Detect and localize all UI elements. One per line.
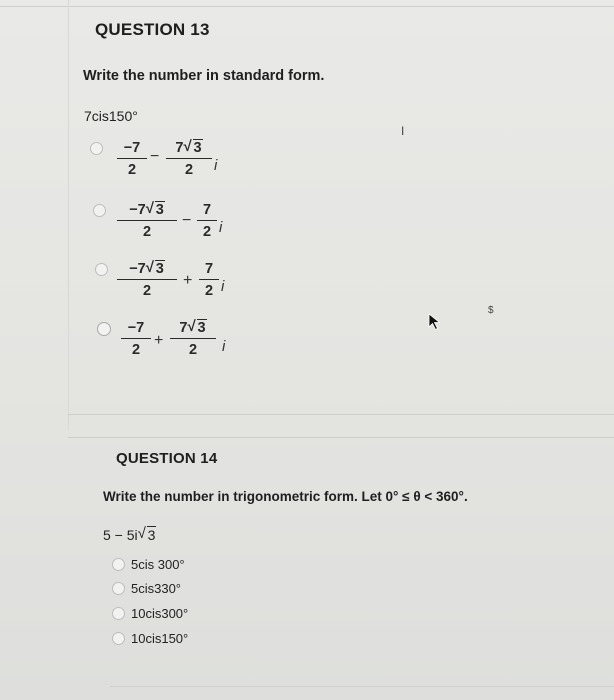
q13-option-c-first-denominator: 2 — [142, 283, 152, 300]
sqrt-symbol: √ 3 — [145, 259, 164, 277]
imaginary-unit: i — [222, 338, 226, 355]
q13-option-a-first-numerator: −7 — [123, 140, 141, 156]
imaginary-unit: i — [214, 157, 218, 174]
imaginary-unit: i — [219, 219, 223, 236]
q14-option-a-radio[interactable] — [112, 558, 125, 571]
q13-option-a-second-numerator: 7 √ 3 — [175, 138, 202, 156]
q13-option-c-radio[interactable] — [95, 263, 108, 276]
fraction-bar — [121, 338, 151, 339]
q13-option-b-second-denominator: 2 — [202, 224, 212, 241]
question-14-title: QUESTION 14 — [116, 450, 218, 467]
sqrt-symbol: √ 3 — [183, 138, 202, 156]
question-14-expression — [103, 527, 156, 543]
fraction-bar — [117, 220, 177, 221]
q13-option-a-operator: − — [150, 148, 160, 165]
q14-option-d-label[interactable]: 10cis150° — [131, 631, 189, 646]
q13-option-d-radio[interactable] — [97, 322, 111, 336]
q13-option-a-radio[interactable] — [90, 142, 103, 155]
q14-option-b-label[interactable]: 5cis330° — [131, 581, 182, 596]
q13-option-c-second-denominator: 2 — [204, 283, 214, 300]
q13-option-d-operator: + — [154, 332, 164, 349]
q14-option-c-radio[interactable] — [112, 607, 125, 620]
q13-option-d-first-denominator: 2 — [131, 342, 141, 359]
sqrt-symbol: √ 3 — [187, 318, 206, 336]
fraction-bar — [166, 158, 212, 159]
q13-option-b-operator: − — [182, 212, 192, 229]
q13-option-c-first-numerator: −7 √ 3 — [129, 259, 164, 277]
sqrt-symbol: √ 3 — [145, 200, 164, 218]
mouse-pointer-icon — [428, 313, 444, 331]
q13-option-c-second-fraction — [199, 261, 219, 299]
q13-option-d-first-fraction — [121, 320, 151, 358]
left-rule — [68, 0, 69, 430]
q13-option-d-second-fraction — [170, 320, 216, 358]
q14-option-c-label[interactable]: 10cis300° — [131, 606, 189, 621]
sqrt-symbol: √ 3 — [137, 525, 156, 543]
q13-option-c-operator: + — [183, 272, 193, 289]
section-divider — [68, 414, 614, 415]
imaginary-unit: i — [221, 278, 225, 295]
q13-option-b-second-numerator: 7 — [202, 202, 212, 218]
q13-option-d-second-denominator: 2 — [188, 342, 198, 359]
question-13-expression: 7cis150° — [84, 108, 138, 124]
q13-option-a-second-denominator: 2 — [184, 162, 194, 179]
q13-option-a-second-fraction — [166, 140, 212, 178]
text-cursor-mark: I — [401, 124, 405, 138]
bottom-rule — [110, 686, 614, 687]
question-14-expression-prefix: 5 − 5i — [103, 527, 138, 543]
fraction-bar — [199, 279, 219, 280]
q13-option-b-second-fraction — [197, 202, 217, 240]
question-13-title: QUESTION 13 — [95, 20, 210, 39]
q14-option-a-label[interactable]: 5cis 300° — [131, 557, 185, 572]
q13-option-d-second-numerator: 7 √ 3 — [179, 318, 206, 336]
question-13-prompt: Write the number in standard form. — [83, 68, 325, 84]
section-divider — [68, 437, 614, 438]
q14-option-d-radio[interactable] — [112, 632, 125, 645]
q13-option-a-first-fraction — [117, 140, 147, 178]
q14-option-b-radio[interactable] — [112, 582, 125, 595]
fraction-bar — [170, 338, 216, 339]
question-14-prompt: Write the number in trigonometric form. Let 0° ≤ θ < 360°. — [103, 489, 468, 504]
fraction-bar — [197, 220, 217, 221]
fraction-bar — [117, 158, 147, 159]
q13-option-c-second-numerator: 7 — [204, 261, 214, 277]
q13-option-b-radio[interactable] — [93, 204, 106, 217]
q13-option-a-first-denominator: 2 — [127, 162, 137, 179]
smudge-mark: $ — [488, 305, 494, 316]
q13-option-d-first-numerator: −7 — [127, 320, 145, 336]
q13-option-b-first-numerator: −7 √ 3 — [129, 200, 164, 218]
q13-option-c-first-fraction — [117, 261, 177, 299]
q13-option-b-first-denominator: 2 — [142, 224, 152, 241]
q13-option-b-first-fraction — [117, 202, 177, 240]
fraction-bar — [117, 279, 177, 280]
top-rule — [0, 6, 614, 7]
